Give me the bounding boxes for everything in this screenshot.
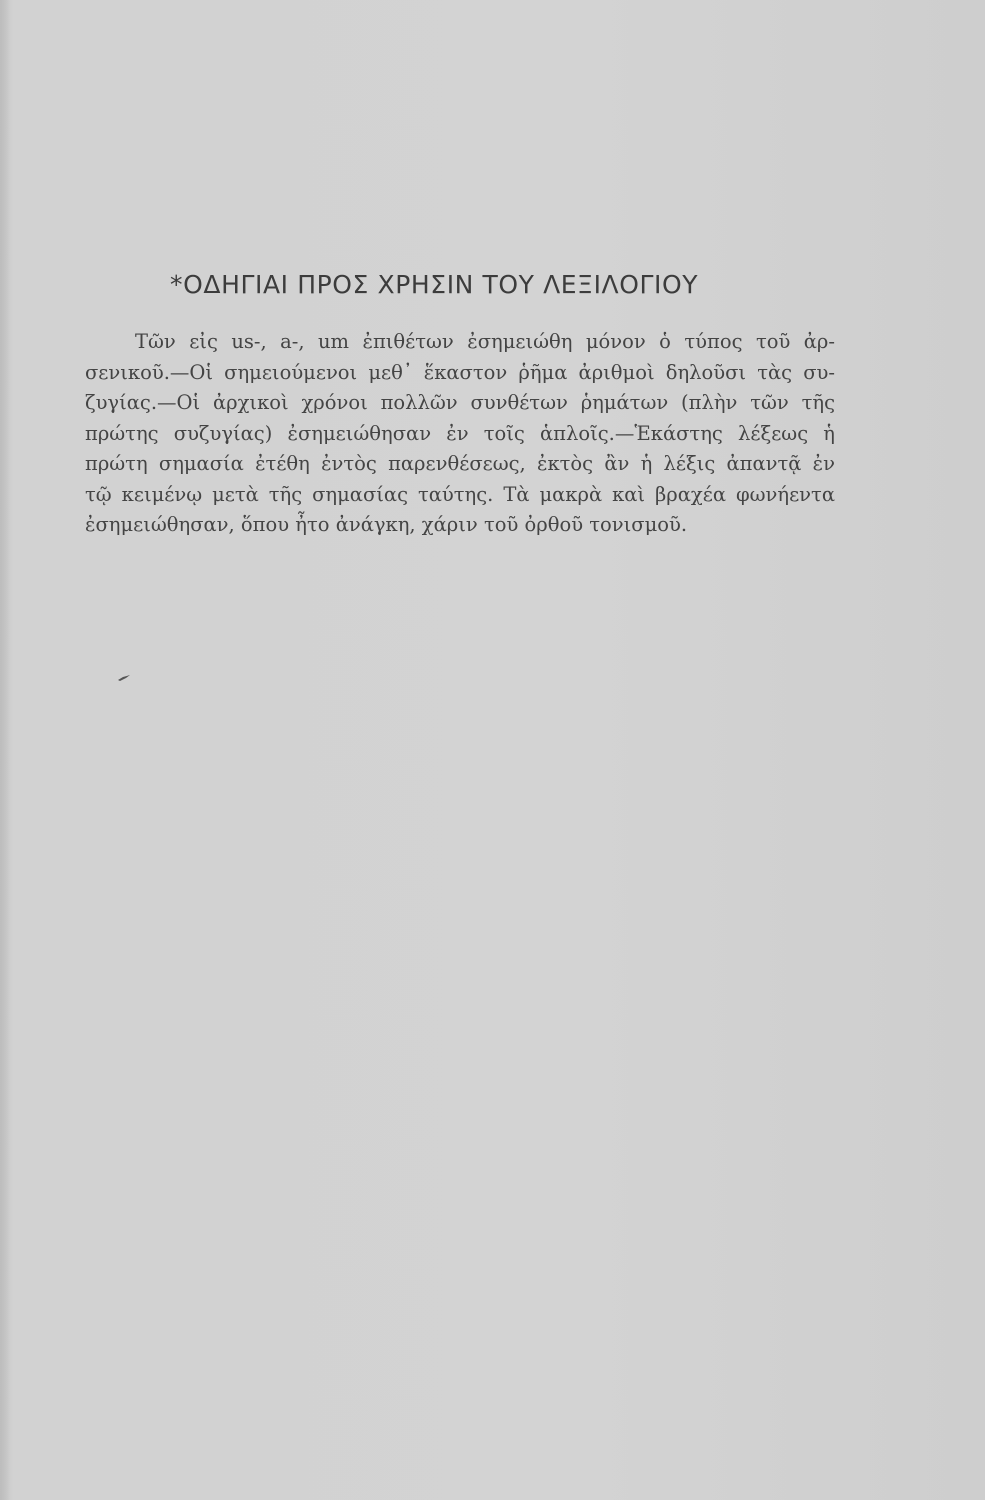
ink-speck-mark: [117, 674, 131, 682]
text-line: σενικοῦ.—Οἱ σημειούμενοι μεθ᾽ ἕκαστον ῥῆμα ἀριθμοὶ δηλοῦσι τὰς συ-: [85, 360, 835, 384]
page-heading: *ΟΔΗΓΙΑΙ ΠΡΟΣ ΧΡΗΣΙΝ ΤΟΥ ΛΕΞΙΛΟΓΙΟΥ: [170, 270, 699, 299]
text-line: ζυγίας.—Οἱ ἀρχικοὶ χρόνοι πολλῶν συνθέτων ῥημάτων (πλὴν τῶν τῆς: [85, 391, 835, 414]
text-line: ἐσημειώθησαν, ὅπου ἦτο ἀνάγκη, χάριν τοῦ ὀρθοῦ τονισμοῦ.: [85, 513, 688, 536]
instructions-paragraph: [85, 327, 835, 541]
page-edge-shadow: [0, 0, 10, 1500]
text-line: πρώτη σημασία ἐτέθη ἐντὸς παρενθέσεως, ἐκτὸς ἂν ἡ λέξις ἀπαντᾷ ἐν: [85, 452, 835, 475]
text-line: Τῶν εἰς us-, a-, um ἐπιθέτων ἐσημειώθη μόνον ὁ τύπος τοῦ ἀρ-: [135, 330, 835, 353]
text-line: τῷ κειμένῳ μετὰ τῆς σημασίας ταύτης. Τὰ μακρὰ καὶ βραχέα φωνήεντα: [85, 482, 835, 506]
text-line: πρώτης συζυγίας) ἐσημειώθησαν ἐν τοῖς ἁπλοῖς.—Ἑκάστης λέξεως ἡ: [85, 421, 835, 445]
